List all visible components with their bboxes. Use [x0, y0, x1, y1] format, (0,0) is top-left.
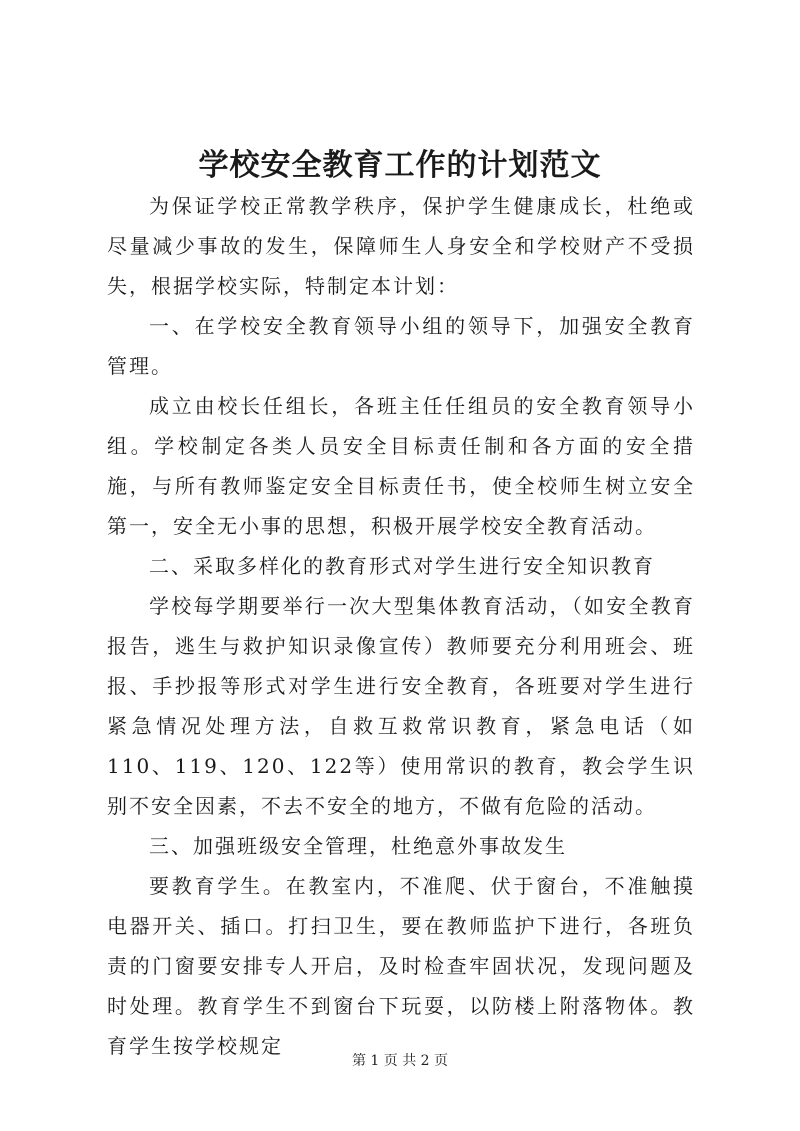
- paragraph-section-3: 要教育学生。在教室内，不准爬、伏于窗台，不准触摸电器开关、插口。打扫卫生，要在教师监护下进行，各班负责的门窗要安排专人开启，及时检查牢固状况，发现问题及时处理。教育学生不到窗台下玩耍，以防楼上附落物体。教育学生按学校规定: [107, 874, 695, 1058]
- section-heading-1: 一、在学校安全教育领导小组的领导下，加强安全教育管理。: [107, 314, 695, 378]
- document-title: 学校安全教育工作的计划范文: [198, 148, 602, 183]
- paragraph-section-2: 学校每学期要举行一次大型集体教育活动，（如安全教育报告，逃生与救护知识录像宣传）教师要充分利用班会、班报、手抄报等形式对学生进行安全教育，各班要对学生进行紧急情况处理方法，自救互救常识教育，紧急电话（如 110、119、120、122等）使用常识的教育，教会学生识别不安全因素，不去不安全的地方，不做有危险的活动。: [107, 594, 695, 818]
- document-body: [107, 186, 695, 1066]
- section-heading-3: 三、加强班级安全管理，杜绝意外事故发生: [149, 834, 567, 858]
- page-number-footer: 第 1 页 共 2 页: [351, 1053, 449, 1069]
- section-heading-2: 二、采取多样化的教育形式对学生进行安全知识教育: [149, 554, 655, 578]
- paragraph-section-1: 成立由校长任组长，各班主任任组员的安全教育领导小组。学校制定各类人员安全目标责任制和各方面的安全措施，与所有教师鉴定安全目标责任书，使全校师生树立安全第一，安全无小事的思想，积极开展学校安全教育活动。: [107, 394, 695, 538]
- paragraph-intro: 为保证学校正常教学秩序，保护学生健康成长，杜绝或尽量减少事故的发生，保障师生人身安全和学校财产不受损失，根据学校实际，特制定本计划：: [107, 194, 695, 298]
